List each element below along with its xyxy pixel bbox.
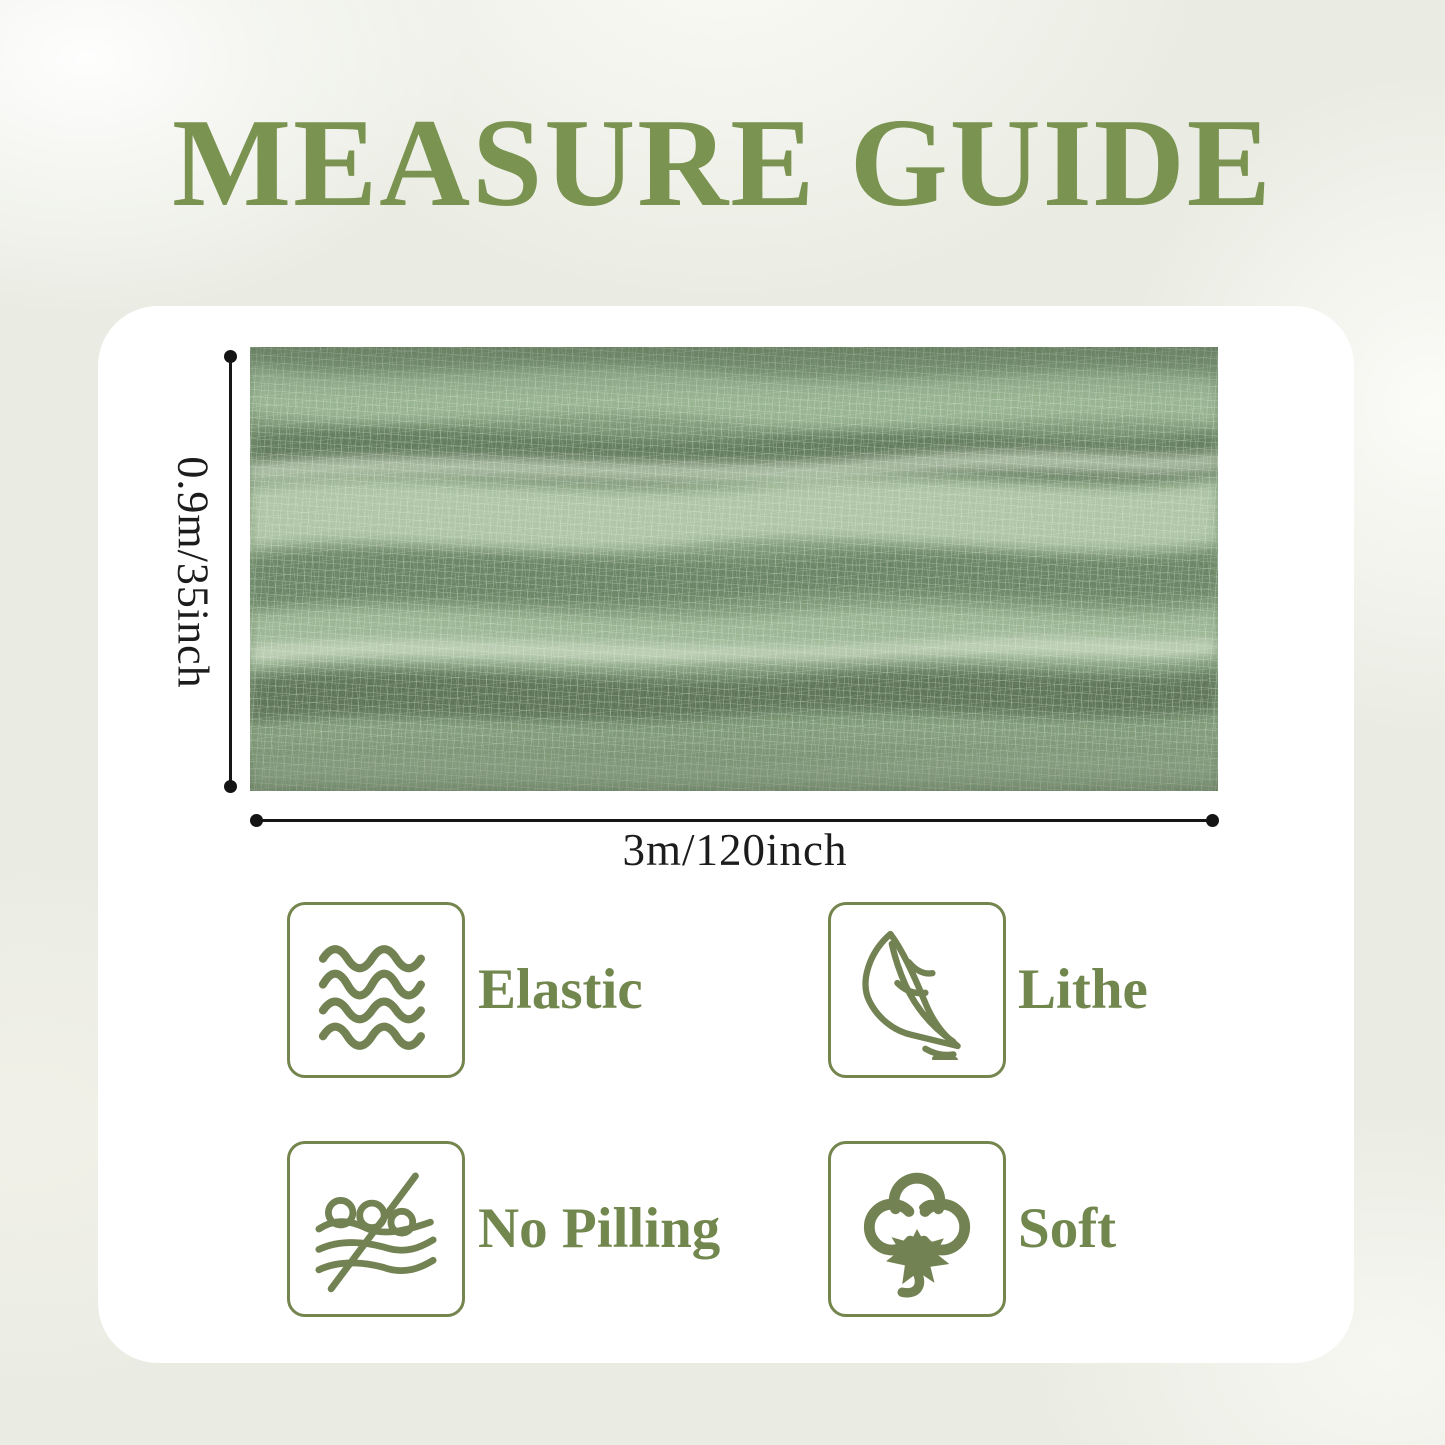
feather-icon (847, 920, 987, 1060)
page-title: MEASURE GUIDE (172, 94, 1273, 233)
feature-label-lithe: Lithe (1018, 958, 1148, 1021)
feature-label-elastic: Elastic (478, 958, 643, 1021)
no-pilling-icon (308, 1161, 444, 1297)
feature-label-no-pilling: No Pilling (478, 1197, 721, 1260)
waves-icon (308, 922, 444, 1058)
height-dimension-label-wrap (160, 357, 226, 787)
feature-card-soft (828, 1141, 1006, 1317)
feature-card-lithe (828, 902, 1006, 1078)
vertical-dimension-line (229, 357, 232, 787)
width-dimension-label: 3m/120inch (622, 825, 848, 875)
feature-label-soft: Soft (1018, 1197, 1117, 1260)
feature-card-elastic (287, 902, 465, 1078)
feature-card-no-pilling (287, 1141, 465, 1317)
cotton-icon (847, 1159, 987, 1299)
horizontal-dimension-line (257, 819, 1213, 822)
height-dimension-label: 0.9m/35inch (168, 455, 218, 689)
fabric-texture-art (250, 347, 1218, 791)
fabric-swatch-image (250, 347, 1218, 791)
